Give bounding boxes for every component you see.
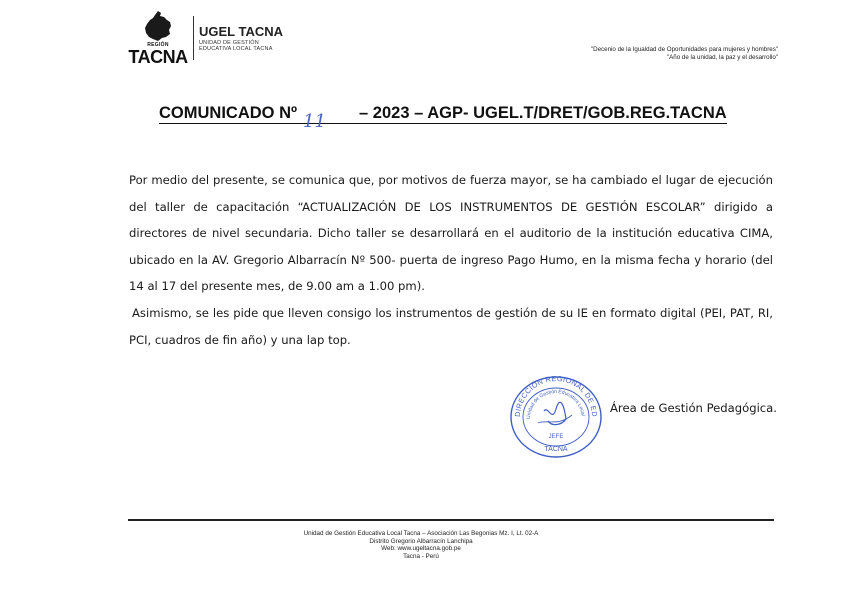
svg-text:Unidad de Gestión Educativa Lo [526, 389, 586, 419]
communique-body [129, 167, 773, 353]
stamp-text-top: DIRECCIÓN REGIONAL DE ED [512, 375, 600, 418]
footer-divider [128, 519, 774, 521]
title-suffix: – 2023 – AGP- UGEL.T/DRET/GOB.REG.TACNA [359, 104, 727, 122]
footer-address: Unidad de Gestión Educativa Local Tacna – Asociación Las Begonias Mz. I, Lt. 02-A [303, 530, 539, 537]
stamp-text-role: JEFE [548, 434, 564, 440]
footer-location: Tacna - Perú [403, 552, 439, 560]
title-text [159, 104, 727, 132]
logo-divider [193, 16, 194, 60]
footer-website: Web: www.ugeltacna.gob.pe [381, 545, 461, 553]
tacna-silhouette-icon [140, 10, 176, 44]
stamp-text-inner: Unidad de Gestión Educativa Local [525, 388, 586, 420]
decenio-line2: "Año de la unidad, la paz y el desarrollo" [666, 54, 778, 61]
org-subtitle-line1: UNIDAD DE GESTIÓN [199, 40, 259, 46]
signature-scribble [544, 402, 566, 424]
footer-district: Distrito Gregorio Albarracín Lanchipa [369, 537, 473, 545]
body-paragraph-2: Asimismo, se les pide que lleven consigo los instrumentos de gestión de su IE en formato digital (PEI, PAT, RI, PCI, cuadros de fin año) y una lap top. [129, 305, 773, 347]
logo-wordmark: TACNA [128, 47, 188, 67]
decenio-line1: "Decenio de la Igualdad de Oportunidades para mujeres y hombres" [590, 46, 778, 53]
svg-text:DIRECCIÓN REGIONAL DE EDUCACIÓ [508, 375, 600, 420]
logo-region-label: REGIÓN [147, 42, 169, 48]
letterhead [0, 0, 842, 80]
decenio-motto [591, 46, 778, 62]
org-title: UGEL TACNA [199, 24, 284, 39]
org-subtitle-line2: EDUCATIVA LOCAL TACNA [199, 46, 273, 52]
document-title [159, 104, 749, 132]
stamp-text-bottom: TACNA [544, 446, 568, 453]
handwritten-number: 11 [303, 111, 326, 132]
body-paragraph-1: Por medio del presente, se comunica que, por motivos de fuerza mayor, se ha cambiado el lugar de ejecución del taller de capacitación “ACTUALIZACIÓN DE LOS INSTRUMENTOS DE GESTIÓN ESCOLAR” dirigido a directores de nivel secundaria. Dicho taller se desarrollará en el auditorio de la institución educativa CIMA, ubicado en la AV. Gregorio Albarracín Nº 500- puerta de ingreso Pago Humo, en la misma fecha y horario (del 14 al 17 del presente mes, de 9.00 am a 1.00 pm). [129, 173, 773, 294]
footer [0, 530, 842, 560]
official-stamp [508, 375, 604, 459]
tacna-region-logo [126, 10, 190, 68]
title-prefix: COMUNICADO Nº [159, 104, 298, 122]
signatory-area: Área de Gestión Pedagógica. [610, 401, 777, 415]
